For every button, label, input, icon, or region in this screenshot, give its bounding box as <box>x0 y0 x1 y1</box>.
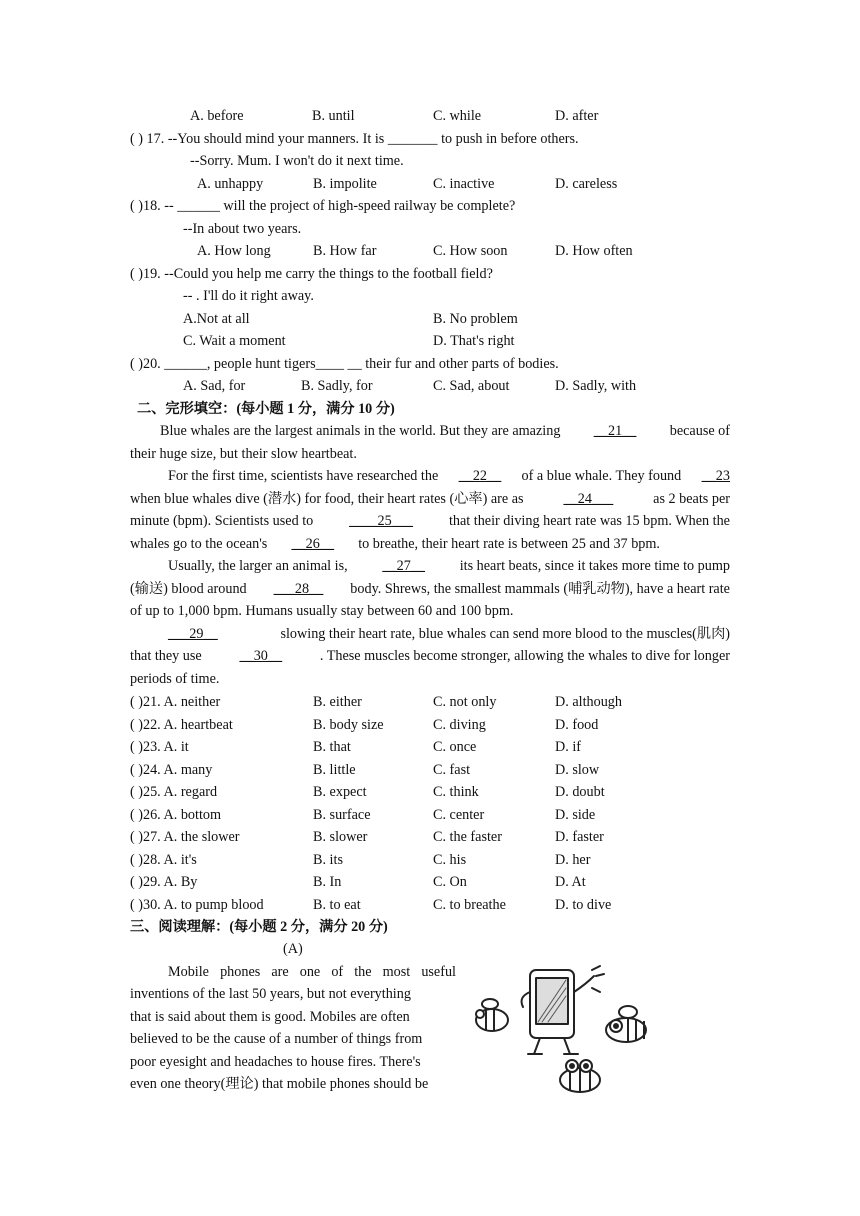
passage-text: as 2 beats per <box>653 491 730 507</box>
cloze-option-d: D. side <box>555 806 596 823</box>
bee-icon <box>606 1006 646 1042</box>
cloze-question: ( )28. A. it's <box>130 851 197 868</box>
q16-option-c: C. while <box>433 108 482 124</box>
bee-icon <box>560 1060 600 1092</box>
cloze-option-c: C. the faster <box>433 829 502 845</box>
cloze-option-c: C. not only <box>433 694 497 710</box>
passage-line <box>160 421 730 441</box>
reading-line: even one theory(理论) that mobile phones should be <box>130 1076 429 1092</box>
cloze-option-b: B. its <box>313 851 343 868</box>
q19-option-a: A.Not at all <box>183 311 250 327</box>
q16-option-d: D. after <box>555 108 599 124</box>
passage-line <box>130 534 660 554</box>
cloze-question: ( )22. A. heartbeat <box>130 716 233 733</box>
cloze-option-b: B. surface <box>313 806 371 823</box>
cloze-option-b: B. that <box>313 739 351 755</box>
cloze-question: ( )26. A. bottom <box>130 806 222 823</box>
passage-text: slowing their heart rate, blue whales can send more blood to the muscles(肌肉) <box>280 626 730 642</box>
reading-line: believed to be the cause of a number of things from <box>130 1031 423 1047</box>
cloze-option-d: D. to dive <box>555 896 612 913</box>
passage-line <box>130 489 730 509</box>
blank-24: __24___ <box>563 491 614 507</box>
reading-line: Mobile phones are one of the most useful <box>168 964 456 980</box>
q17-option-d: D. careless <box>555 176 618 192</box>
q20-question: ( )20. ______, people hunt tigers____ __ their fur and other parts of bodies. <box>130 356 559 372</box>
cloze-question: ( )25. A. regard <box>130 784 218 800</box>
cloze-question: ( )21. A. neither <box>130 694 221 710</box>
phone-and-bees-illustration <box>468 962 668 1112</box>
q19-reply: -- . I'll do it right away. <box>183 288 314 304</box>
passage-text: that their diving heart rate was 15 bpm. When the <box>448 513 730 529</box>
cloze-option-d: D. doubt <box>555 784 605 800</box>
blank-28: ___28__ <box>273 581 324 597</box>
passage-line <box>168 556 730 576</box>
passage-text: because of <box>669 423 730 439</box>
passage-text: For the first time, scientists have researched the <box>168 468 439 484</box>
cloze-option-d: D. food <box>555 716 599 733</box>
q18-option-a: A. How long <box>197 243 271 259</box>
q20-option-b: B. Sadly, for <box>301 378 373 394</box>
q19-option-b: B. No problem <box>433 311 518 327</box>
blank-23: __23 <box>701 468 730 484</box>
cloze-option-d: D. if <box>555 739 582 755</box>
q19-option-c: C. Wait a moment <box>183 333 286 349</box>
cloze-option-d: D. her <box>555 851 591 868</box>
cloze-option-c: C. once <box>433 739 477 755</box>
passage-text: its heart beats, since it takes more time to pump <box>459 558 730 574</box>
cloze-option-b: B. In <box>313 874 342 890</box>
cloze-option-d: D. slow <box>555 761 600 778</box>
passage-text: Blue whales are the largest animals in the world. But they are amazing <box>160 423 561 439</box>
q17-option-a: A. unhappy <box>197 176 264 192</box>
passage-text: minute (bpm). Scientists used to <box>130 513 314 529</box>
passage-text: (输送) blood around <box>130 581 247 597</box>
blank-27: __27__ <box>382 558 425 574</box>
section-heading-cloze: 二、完形填空：(每小题 1 分，满分 10 分) <box>137 401 395 417</box>
reading-part-label: (A) <box>283 941 303 957</box>
reading-line: that is said about them is good. Mobiles are often <box>130 1009 410 1025</box>
cloze-option-d: D. At <box>555 874 586 890</box>
cloze-option-c: C. to breathe <box>433 896 506 913</box>
q19-option-d: D. That's right <box>433 333 515 349</box>
blank-25: ____25___ <box>349 513 414 529</box>
cloze-option-b: B. body size <box>313 716 384 733</box>
q18-reply: --In about two years. <box>183 221 302 237</box>
blank-26: __26__ <box>291 536 335 552</box>
reading-line: poor eyesight and headaches to house fires. There's <box>130 1054 421 1070</box>
q18-question: ( )18. -- ______ will the project of high-speed railway be complete? <box>130 198 516 214</box>
cloze-option-b: B. little <box>313 761 356 778</box>
q18-option-b: B. How far <box>313 243 377 259</box>
passage-text: body. Shrews, the smallest mammals (哺乳动物), have a heart rate <box>350 581 730 597</box>
cloze-option-b: B. expect <box>313 784 367 800</box>
cloze-question: ( )30. A. to pump blood <box>130 896 264 913</box>
cloze-option-c: C. his <box>433 851 467 868</box>
cloze-option-b: B. either <box>313 694 362 710</box>
passage-line: their huge size, but their slow heartbeat. <box>130 446 357 462</box>
q20-option-d: D. Sadly, with <box>555 378 637 394</box>
passage-line <box>168 624 730 644</box>
cloze-option-c: C. On <box>433 874 467 890</box>
blank-22: __22__ <box>458 468 502 484</box>
cloze-option-d: D. although <box>555 694 622 710</box>
section-heading-reading: 三、阅读理解：(每小题 2 分，满分 20 分) <box>130 919 388 935</box>
passage-text: that they use <box>130 648 202 664</box>
cloze-option-c: C. fast <box>433 761 471 778</box>
cloze-option-c: C. think <box>433 784 479 800</box>
blank-21: __21__ <box>593 423 637 439</box>
passage-line: periods of time. <box>130 671 220 687</box>
cloze-option-d: D. faster <box>555 829 604 845</box>
passage-line <box>168 466 730 486</box>
bee-icon <box>476 999 508 1031</box>
blank-29: ___29__ <box>168 626 218 642</box>
passage-line <box>130 511 730 531</box>
q16-option-a: A. before <box>190 108 244 124</box>
passage-text: of a blue whale. They found <box>521 468 682 484</box>
cloze-question: ( )23. A. it <box>130 739 189 755</box>
passage-line: of up to 1,000 bpm. Humans usually stay between 60 and 100 bpm. <box>130 603 514 619</box>
cloze-question: ( )27. A. the slower <box>130 829 240 845</box>
q17-reply: --Sorry. Mum. I won't do it next time. <box>190 153 404 169</box>
q17-question: ( ) 17. --You should mind your manners. It is _______ to push in before others. <box>130 131 579 147</box>
q17-option-b: B. impolite <box>313 176 377 192</box>
passage-line <box>130 579 730 599</box>
q18-option-c: C. How soon <box>433 243 508 259</box>
cloze-option-b: B. slower <box>313 829 368 845</box>
passage-text: . These muscles become stronger, allowing the whales to dive for longer <box>319 648 730 664</box>
q18-option-d: D. How often <box>555 243 633 259</box>
passage-text: whales go to the ocean's <box>130 536 268 552</box>
q20-option-a: A. Sad, for <box>183 378 246 394</box>
cloze-question: ( )29. A. By <box>130 874 198 890</box>
cloze-option-c: C. center <box>433 806 485 823</box>
blank-30: __30__ <box>239 648 283 664</box>
cloze-option-b: B. to eat <box>313 896 361 913</box>
reading-line: inventions of the last 50 years, but not everything <box>130 986 411 1002</box>
passage-line <box>130 646 730 666</box>
q19-question: ( )19. --Could you help me carry the things to the football field? <box>130 266 493 282</box>
q17-option-c: C. inactive <box>433 176 495 192</box>
passage-text: when blue whales dive (潜水) for food, their heart rates (心率) are as <box>130 491 524 507</box>
q16-option-b: B. until <box>312 108 355 124</box>
passage-text: to breathe, their heart rate is between 25 and 37 bpm. <box>358 536 660 552</box>
q20-option-c: C. Sad, about <box>433 378 510 394</box>
passage-text: Usually, the larger an animal is, <box>168 558 348 574</box>
cloze-question: ( )24. A. many <box>130 761 213 778</box>
cloze-option-c: C. diving <box>433 716 486 733</box>
